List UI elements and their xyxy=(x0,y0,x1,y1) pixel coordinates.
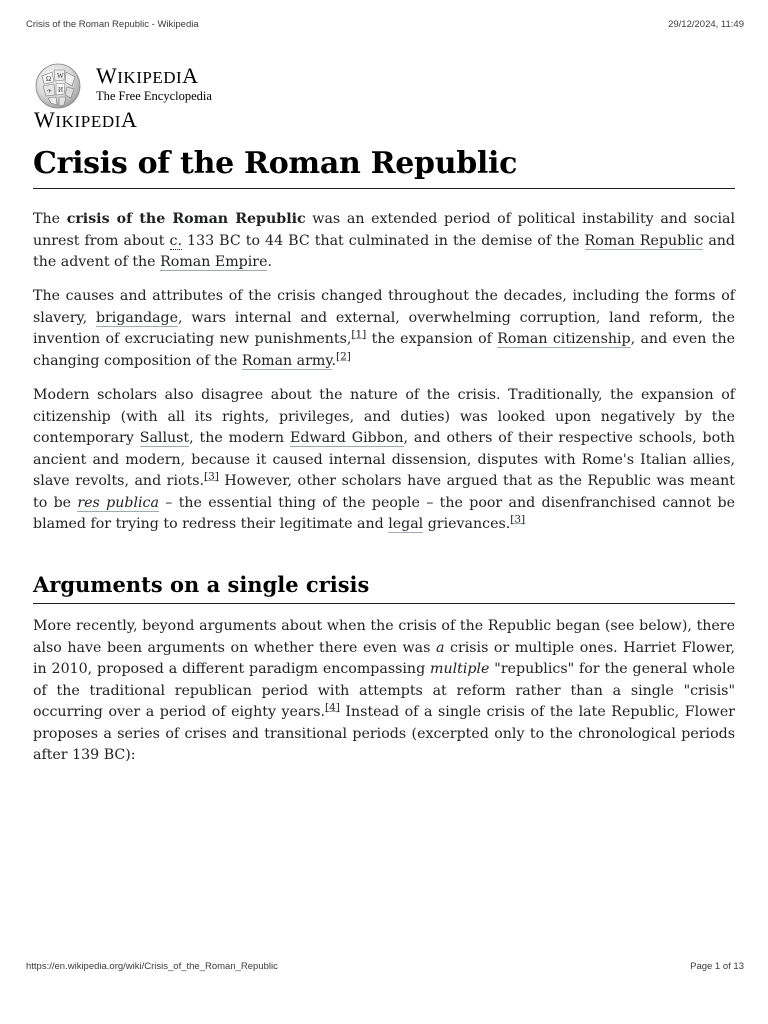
link-res-publica[interactable] xyxy=(77,495,159,512)
bold-term: crisis of the Roman Republic xyxy=(66,211,306,227)
circa-abbreviation[interactable]: c. xyxy=(169,232,182,249)
text: grievances. xyxy=(423,516,511,532)
section-paragraph-1 xyxy=(33,616,735,767)
text: Instead of a single crisis of the late Republic, Flower proposes a series of crises and transitional periods (excerpted only to the chronological periods after 139 BC): xyxy=(33,704,735,763)
text: . xyxy=(331,352,337,369)
text: However, other scholars have argued that as the Republic was meant to be xyxy=(33,473,736,511)
text: , wars internal and external, overwhelming corruption, land reform, the invention of excruciating new punishments, xyxy=(33,309,735,347)
reference-3 xyxy=(204,470,219,482)
intro-paragraph-2 xyxy=(33,286,735,372)
italic-text: res publica xyxy=(77,494,159,511)
reference-link[interactable]: [4] xyxy=(324,701,340,714)
print-wordmark-smallcaps: IKIPEDI xyxy=(55,112,121,131)
text: , and others of their respective schools, both ancient and modern, because it caused internal dissension, disputes with Rome's Italian allies, slave revolts, and riots. xyxy=(33,430,735,489)
link-edward-gibbon[interactable]: Edward Gibbon xyxy=(289,430,404,446)
text: 133 BC to 44 BC that culminated in the demise of the xyxy=(182,232,585,249)
print-wordmark-final: A xyxy=(120,107,138,132)
text: , and even the changing composition of the xyxy=(33,331,735,369)
section-divider xyxy=(33,603,735,604)
print-footer xyxy=(26,961,744,975)
text: "republics" for the general whole of the traditional republican period with attempts at reform rather than a single "crisis" occurring over a period of eighty years. xyxy=(33,661,735,720)
intro-paragraph-3 xyxy=(33,385,735,536)
text: Modern scholars also disagree about the nature of the crisis. Traditionally, the expansion of citizenship (with all its rights, privileges, and duties) was looked upon negatively by the contemporary xyxy=(33,387,735,446)
wikipedia-globe-icon xyxy=(34,62,86,110)
link-brigandage[interactable]: brigandage xyxy=(95,309,179,326)
link-legal[interactable]: legal xyxy=(388,516,424,532)
wordmark-initial: W xyxy=(96,63,118,88)
text: – the essential thing of the people – the poor and disenfranchised cannot be blamed for trying to redress their legitimate and xyxy=(33,494,735,532)
text: and the advent of the xyxy=(33,232,736,270)
print-header xyxy=(26,19,744,33)
reference-link[interactable]: [2] xyxy=(336,349,351,362)
text: , the modern xyxy=(189,430,290,446)
italic-text: multiple xyxy=(430,661,490,677)
title-divider xyxy=(33,188,735,189)
wikipedia-tagline: The Free Encyclopedia xyxy=(96,89,212,103)
reference-link[interactable]: [3] xyxy=(204,470,219,483)
section-heading: Arguments on a single crisis xyxy=(33,572,370,597)
link-roman-citizenship[interactable]: Roman citizenship xyxy=(497,331,631,347)
reference-3b xyxy=(510,513,525,525)
svg-text:Ω: Ω xyxy=(46,75,52,83)
svg-text:ጥ: ጥ xyxy=(47,89,52,95)
link-roman-army[interactable]: Roman army xyxy=(241,352,332,369)
link-sallust[interactable]: Sallust xyxy=(139,430,190,446)
wordmark-smallcaps: IKIPEDI xyxy=(117,68,183,87)
text: The causes and attributes of the crisis changed throughout the decades, including the forms of slavery, xyxy=(33,288,735,326)
print-header-datetime: 29/12/2024, 11:49 xyxy=(668,19,744,30)
wikipedia-wordmark xyxy=(96,64,199,90)
print-footer-url: https://en.wikipedia.org/wiki/Crisis_of_the_Roman_Republic xyxy=(26,961,278,972)
text: was an extended period of political instability and social unrest from about xyxy=(33,211,736,249)
reference-4 xyxy=(325,701,340,713)
print-wordmark-initial: W xyxy=(34,107,56,132)
print-footer-page: Page 1 of 13 xyxy=(690,961,744,972)
text: the expansion of xyxy=(366,331,498,347)
text: crisis or multiple ones. Harriet Flower, in 2010, proposed a different paradigm encompassing xyxy=(33,639,735,677)
italic-text: a xyxy=(435,639,445,656)
text: The xyxy=(33,211,67,227)
reference-2 xyxy=(336,350,351,362)
intro-paragraph-1 xyxy=(33,209,735,274)
print-wordmark xyxy=(34,107,137,135)
link-roman-empire[interactable]: Roman Empire xyxy=(160,254,268,270)
svg-text:W: W xyxy=(57,72,64,80)
reference-link[interactable]: [1] xyxy=(351,328,367,341)
svg-text:И: И xyxy=(58,86,64,94)
text: . xyxy=(267,254,272,270)
wordmark-final: A xyxy=(182,63,199,88)
print-header-title: Crisis of the Roman Republic - Wikipedia xyxy=(26,19,199,30)
link-roman-republic[interactable]: Roman Republic xyxy=(584,232,704,249)
text: More recently, beyond arguments about when the crisis of the Republic began (see below), there also have been arguments on whether there even was xyxy=(33,618,735,656)
wikipedia-logo[interactable] xyxy=(34,62,334,110)
reference-1 xyxy=(351,328,366,340)
page-title: Crisis of the Roman Republic xyxy=(33,146,518,181)
reference-link[interactable]: [3] xyxy=(510,513,526,526)
